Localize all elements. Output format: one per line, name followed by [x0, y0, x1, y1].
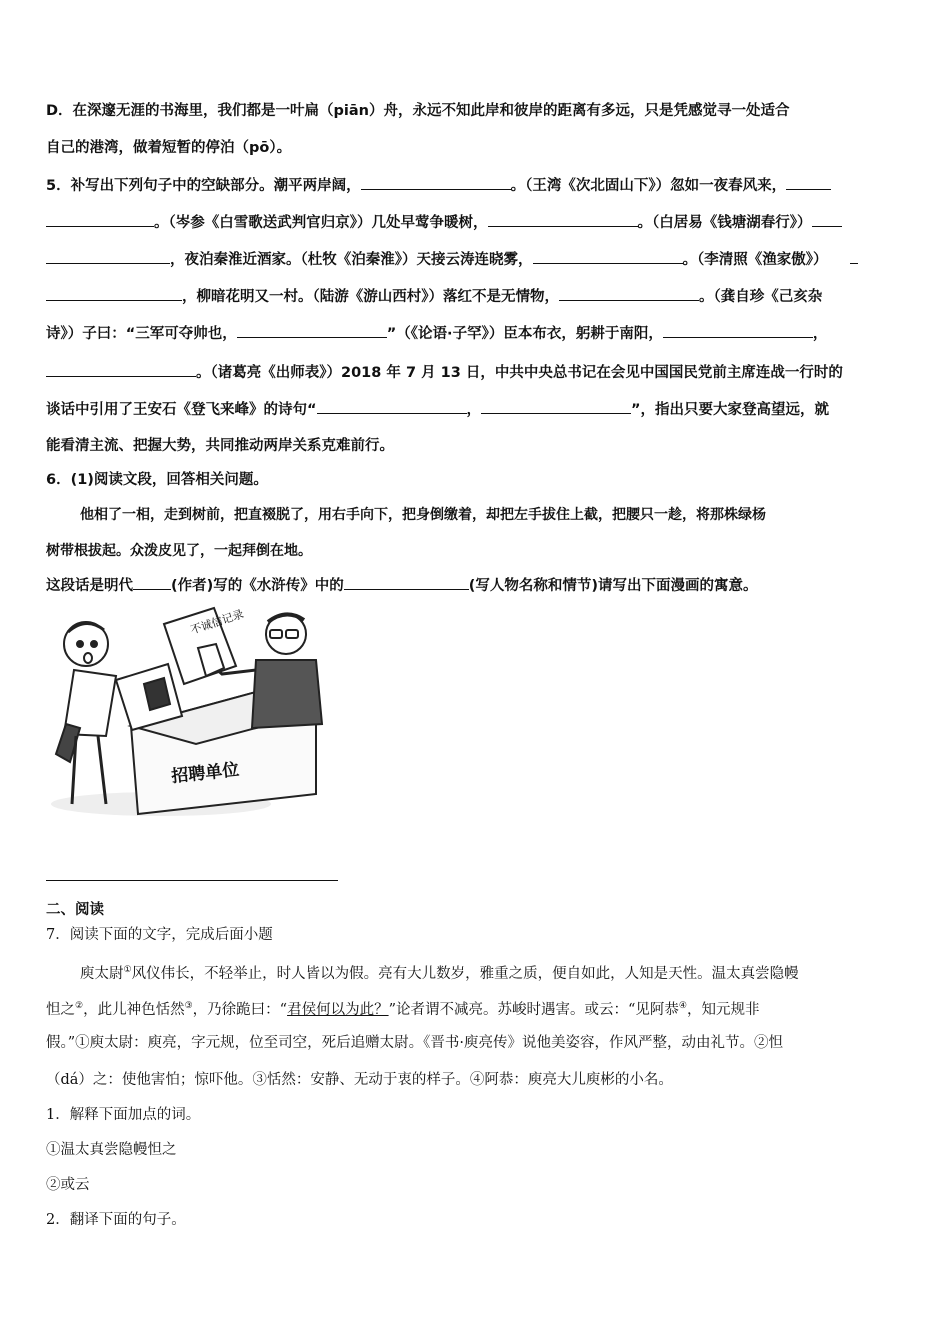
q7-sub1-item2: ②或云 — [46, 1177, 90, 1193]
answer-blank[interactable] — [46, 249, 170, 264]
q6-heading: 6．(1)阅读文段，回答相关问题。 — [46, 472, 268, 488]
text: ”（《论语·子罕》）臣本布衣，躬耕于南阳， — [386, 326, 663, 342]
q5-line5 — [46, 323, 827, 344]
text: 这段话是明代 — [46, 578, 133, 594]
answer-blank[interactable] — [361, 175, 511, 190]
text: 谈话中引用了王安石《登飞来峰》的诗句“ — [46, 402, 317, 418]
answer-blank[interactable] — [344, 575, 469, 590]
q-option-d-line1: D．在深邃无涯的书海里，我们都是一叶扁（piān）舟，永远不知此岸和彼岸的距离有多远，只是凭感觉寻一处适合 — [46, 103, 790, 119]
text: (作者)写的《水浒传》中的 — [171, 578, 344, 594]
answer-line[interactable] — [46, 880, 338, 881]
answer-blank[interactable] — [481, 399, 631, 414]
text: 庾太尉 — [80, 965, 124, 982]
q5-line2 — [46, 212, 842, 233]
text: ，乃徐跪曰：“ — [192, 1001, 288, 1018]
cartoon-image — [46, 604, 336, 828]
answer-blank[interactable] — [533, 249, 683, 264]
text: 5．补写出下列句子中的空缺部分。潮平两岸阔， — [46, 178, 361, 194]
text: ，夜泊秦淮近酒家。（杜牧《泊秦淮》）天接云涛连晓雾， — [170, 252, 533, 268]
q5-line3 — [46, 249, 858, 270]
q5-line4 — [46, 286, 822, 307]
text: 风仪伟长，不轻举止，时人皆以为假。亮有大儿数岁，雅重之质，便自如此，人知是天性。温太真尝隐幔 — [131, 965, 799, 982]
answer-blank[interactable] — [488, 212, 638, 227]
q7-heading: 7．阅读下面的文字，完成后面小题 — [46, 927, 273, 943]
q5-line7 — [46, 399, 829, 420]
text: ，知元规非 — [686, 1001, 760, 1018]
q7-passage-line3: 假。”①庾太尉：庾亮，字元规，位至司空，死后追赠太尉。《晋书·庾亮传》说他美姿容，作风严整，动由礼节。②怛 — [46, 1035, 784, 1051]
text: 。（李清照《渔家傲》） — [682, 252, 828, 268]
answer-blank[interactable] — [559, 286, 699, 301]
text: 。（岑参《白雪歌送武判官归京》）几处早莺争暖树， — [154, 215, 488, 231]
q-option-d-line2: 自己的港湾，做着短暂的停泊（pō）。 — [46, 140, 292, 156]
q7-sub1-item1: ①温太真尝隐幔怛之 — [46, 1142, 177, 1158]
answer-blank[interactable] — [46, 362, 196, 377]
q6-passage-line2: 树带根拔起。众泼皮见了，一起拜倒在地。 — [46, 543, 312, 559]
q7-passage-line4: （dá）之：使他害怕；惊吓他。③恬然：安静、无动于衷的样子。④阿恭：庾亮大儿庾彬的小名。 — [46, 1072, 673, 1088]
answer-blank[interactable] — [46, 212, 154, 227]
text: 。（龚自珍《己亥杂 — [699, 289, 823, 305]
q6-question — [46, 575, 758, 596]
footnote-mark: ③ — [184, 1001, 193, 1011]
footnote-mark: ④ — [678, 1001, 687, 1011]
underlined-sentence: 君侯何以为此？ — [287, 1001, 389, 1018]
text: ”论者谓不减亮。苏峻时遇害。或云：“见阿恭 — [388, 1001, 679, 1018]
q7-sub2: 2．翻译下面的句子。 — [46, 1212, 186, 1228]
q7-sub1: 1．解释下面加点的词。 — [46, 1107, 201, 1123]
q7-passage-line1 — [80, 960, 799, 984]
text: 。（王湾《次北固山下》）忽如一夜春风来， — [510, 178, 787, 194]
q5-line6 — [46, 362, 843, 383]
text: (写人物名称和情节)请写出下面漫画的寓意。 — [468, 578, 758, 594]
answer-blank[interactable] — [317, 399, 467, 414]
recruiter-body — [252, 660, 322, 728]
footnote-mark: ① — [123, 965, 132, 975]
text: ，此儿神色恬然 — [83, 1001, 185, 1018]
text: 怛之 — [46, 1001, 75, 1018]
text: 。（诸葛亮《出师表》）2018 年 7 月 13 日，中共中央总书记在会见中国国民党前主席连战一行时的 — [196, 365, 843, 381]
answer-blank[interactable] — [812, 212, 842, 227]
q7-passage-line2 — [46, 996, 759, 1020]
answer-blank[interactable] — [237, 323, 387, 338]
answer-blank[interactable] — [663, 323, 813, 338]
footnote-mark: ② — [75, 1001, 84, 1011]
text: ， — [466, 402, 482, 418]
job-seeker-legs — [72, 736, 106, 804]
text: ”，指出只要大家登高望远，就 — [631, 402, 830, 418]
answer-blank[interactable] — [786, 175, 831, 190]
desk-text: 招聘单位 — [170, 759, 241, 787]
answer-blank[interactable] — [46, 286, 182, 301]
text: ， — [812, 326, 828, 342]
paper-text: 不诚信记录 — [188, 607, 246, 637]
q6-passage-line1: 他相了一相，走到树前，把直裰脱了，用右手向下，把身倒缴着，却把左手拔住上截，把腰只一趁，将那株绿杨 — [80, 507, 766, 523]
q5-line8: 能看清主流、把握大势，共同推动两岸关系克难前行。 — [46, 438, 394, 454]
text: 诗》）子曰：“三军可夺帅也， — [46, 326, 237, 342]
text: 。（白居易《钱塘湖春行》） — [637, 215, 812, 231]
answer-blank[interactable] — [133, 575, 171, 590]
answer-blank[interactable] — [850, 249, 858, 264]
q5-line1 — [46, 175, 831, 196]
text: ，柳暗花明又一村。（陆游《游山西村》）落红不是无情物， — [182, 289, 559, 305]
section-title: 二、阅读 — [46, 902, 104, 918]
